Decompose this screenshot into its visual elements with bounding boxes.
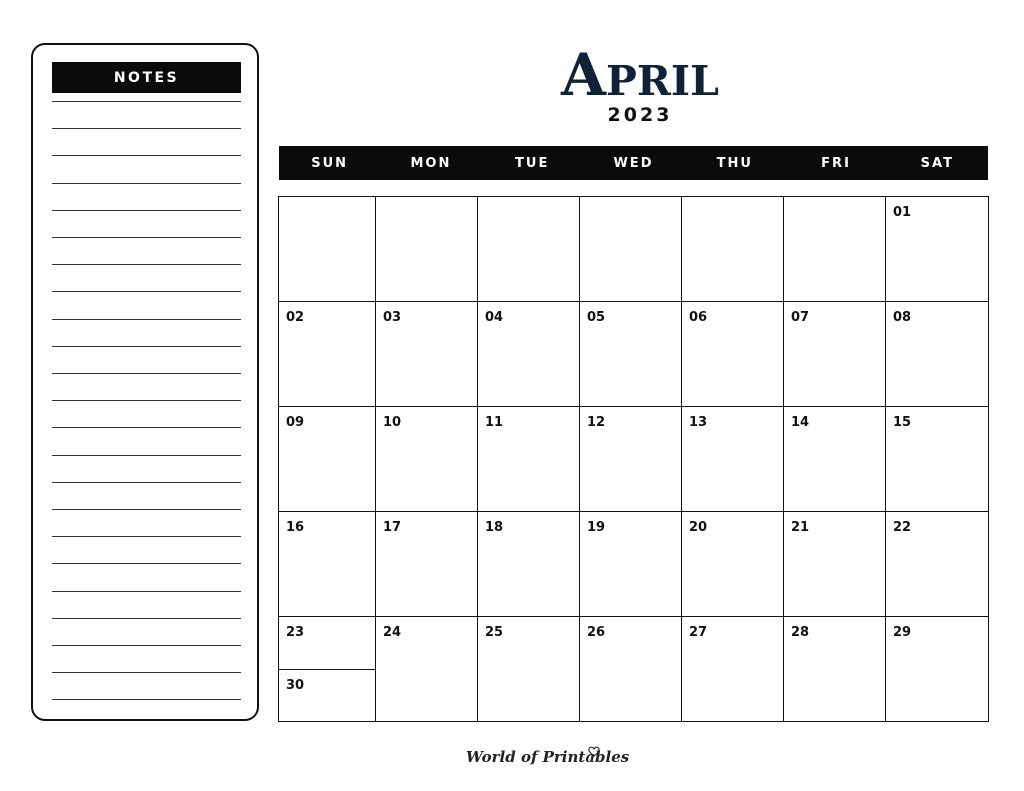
day-number: 01 <box>893 205 912 220</box>
notes-line <box>52 563 241 564</box>
day-number: 09 <box>286 415 305 430</box>
day-cell[interactable] <box>580 302 682 407</box>
day-cell[interactable] <box>376 512 478 617</box>
calendar-grid <box>278 196 989 722</box>
notes-line <box>52 618 241 619</box>
day-number: 27 <box>689 625 708 640</box>
day-number: 26 <box>587 625 606 640</box>
day-cell[interactable] <box>580 407 682 512</box>
notes-header: NOTES <box>52 62 241 93</box>
notes-line <box>52 509 241 510</box>
day-number: 25 <box>485 625 504 640</box>
month-title: April <box>561 41 719 109</box>
weekday-thu: THU <box>716 155 753 171</box>
notes-line <box>52 210 241 211</box>
day-cell[interactable] <box>682 617 784 722</box>
day-cell[interactable] <box>682 407 784 512</box>
notes-line <box>52 346 241 347</box>
day-number: 22 <box>893 520 912 535</box>
day-cell[interactable] <box>376 617 478 722</box>
day-cell[interactable] <box>886 197 988 302</box>
day-cell[interactable] <box>886 512 988 617</box>
weekday-mon: MON <box>410 155 452 171</box>
day-number: 07 <box>791 310 810 325</box>
notes-line <box>52 128 241 129</box>
day-cell[interactable] <box>376 302 478 407</box>
weekday-wed: WED <box>613 155 654 171</box>
day-cell[interactable] <box>784 512 886 617</box>
day-cell[interactable] <box>580 617 682 722</box>
notes-line <box>52 291 241 292</box>
weekday-sun: SUN <box>311 155 349 171</box>
day-number: 13 <box>689 415 708 430</box>
brand-logo <box>466 746 630 776</box>
day-number: 06 <box>689 310 708 325</box>
notes-line <box>52 237 241 238</box>
day-cell[interactable] <box>580 197 682 302</box>
day-number: 11 <box>485 415 504 430</box>
day-number: 08 <box>893 310 912 325</box>
day-number: 24 <box>383 625 402 640</box>
day-cell[interactable] <box>279 670 376 722</box>
day-cell[interactable] <box>784 617 886 722</box>
day-number: 02 <box>286 310 305 325</box>
notes-panel <box>31 43 259 721</box>
day-cell[interactable] <box>478 407 580 512</box>
day-cell[interactable] <box>478 617 580 722</box>
day-cell[interactable] <box>682 302 784 407</box>
day-cell[interactable] <box>478 302 580 407</box>
day-cell[interactable] <box>784 197 886 302</box>
notes-line <box>52 373 241 374</box>
day-cell[interactable] <box>279 407 376 512</box>
day-number: 28 <box>791 625 810 640</box>
notes-line <box>52 400 241 401</box>
day-cell[interactable] <box>784 302 886 407</box>
day-cell[interactable] <box>682 197 784 302</box>
day-number: 30 <box>286 678 305 693</box>
day-number: 05 <box>587 310 606 325</box>
day-cell[interactable] <box>886 302 988 407</box>
day-cell[interactable] <box>886 617 988 722</box>
notes-line <box>52 699 241 700</box>
day-number: 21 <box>791 520 810 535</box>
weekday-sat: SAT <box>920 155 954 171</box>
day-number: 03 <box>383 310 402 325</box>
day-cell[interactable] <box>580 512 682 617</box>
day-number: 29 <box>893 625 912 640</box>
day-cell[interactable] <box>279 512 376 617</box>
day-number: 17 <box>383 520 402 535</box>
notes-line <box>52 672 241 673</box>
notes-line <box>52 536 241 537</box>
day-cell[interactable] <box>886 407 988 512</box>
notes-line <box>52 591 241 592</box>
weekday-fri: FRI <box>821 155 851 171</box>
day-number: 16 <box>286 520 305 535</box>
heart-icon <box>588 746 600 757</box>
day-cell[interactable] <box>682 512 784 617</box>
day-number: 18 <box>485 520 504 535</box>
day-cell[interactable] <box>279 197 376 302</box>
notes-line <box>52 427 241 428</box>
notes-line <box>52 645 241 646</box>
day-number: 10 <box>383 415 402 430</box>
day-cell[interactable] <box>784 407 886 512</box>
notes-line <box>52 482 241 483</box>
day-number: 15 <box>893 415 912 430</box>
day-cell[interactable] <box>376 197 478 302</box>
notes-line <box>52 183 241 184</box>
day-cell[interactable] <box>376 407 478 512</box>
notes-line <box>52 319 241 320</box>
day-cell[interactable] <box>279 302 376 407</box>
day-number: 04 <box>485 310 504 325</box>
day-number: 19 <box>587 520 606 535</box>
day-number: 23 <box>286 625 305 640</box>
weekday-header <box>279 146 988 180</box>
day-cell[interactable] <box>279 617 376 670</box>
weekday-tue: TUE <box>515 155 550 171</box>
day-number: 12 <box>587 415 606 430</box>
day-number: 14 <box>791 415 810 430</box>
notes-line <box>52 455 241 456</box>
brand-name: World of Printables <box>466 748 630 766</box>
notes-line <box>52 264 241 265</box>
day-cell[interactable] <box>478 512 580 617</box>
year-title: 2023 <box>607 104 673 126</box>
notes-line <box>52 101 241 102</box>
day-number: 20 <box>689 520 708 535</box>
notes-line <box>52 155 241 156</box>
day-cell[interactable] <box>478 197 580 302</box>
